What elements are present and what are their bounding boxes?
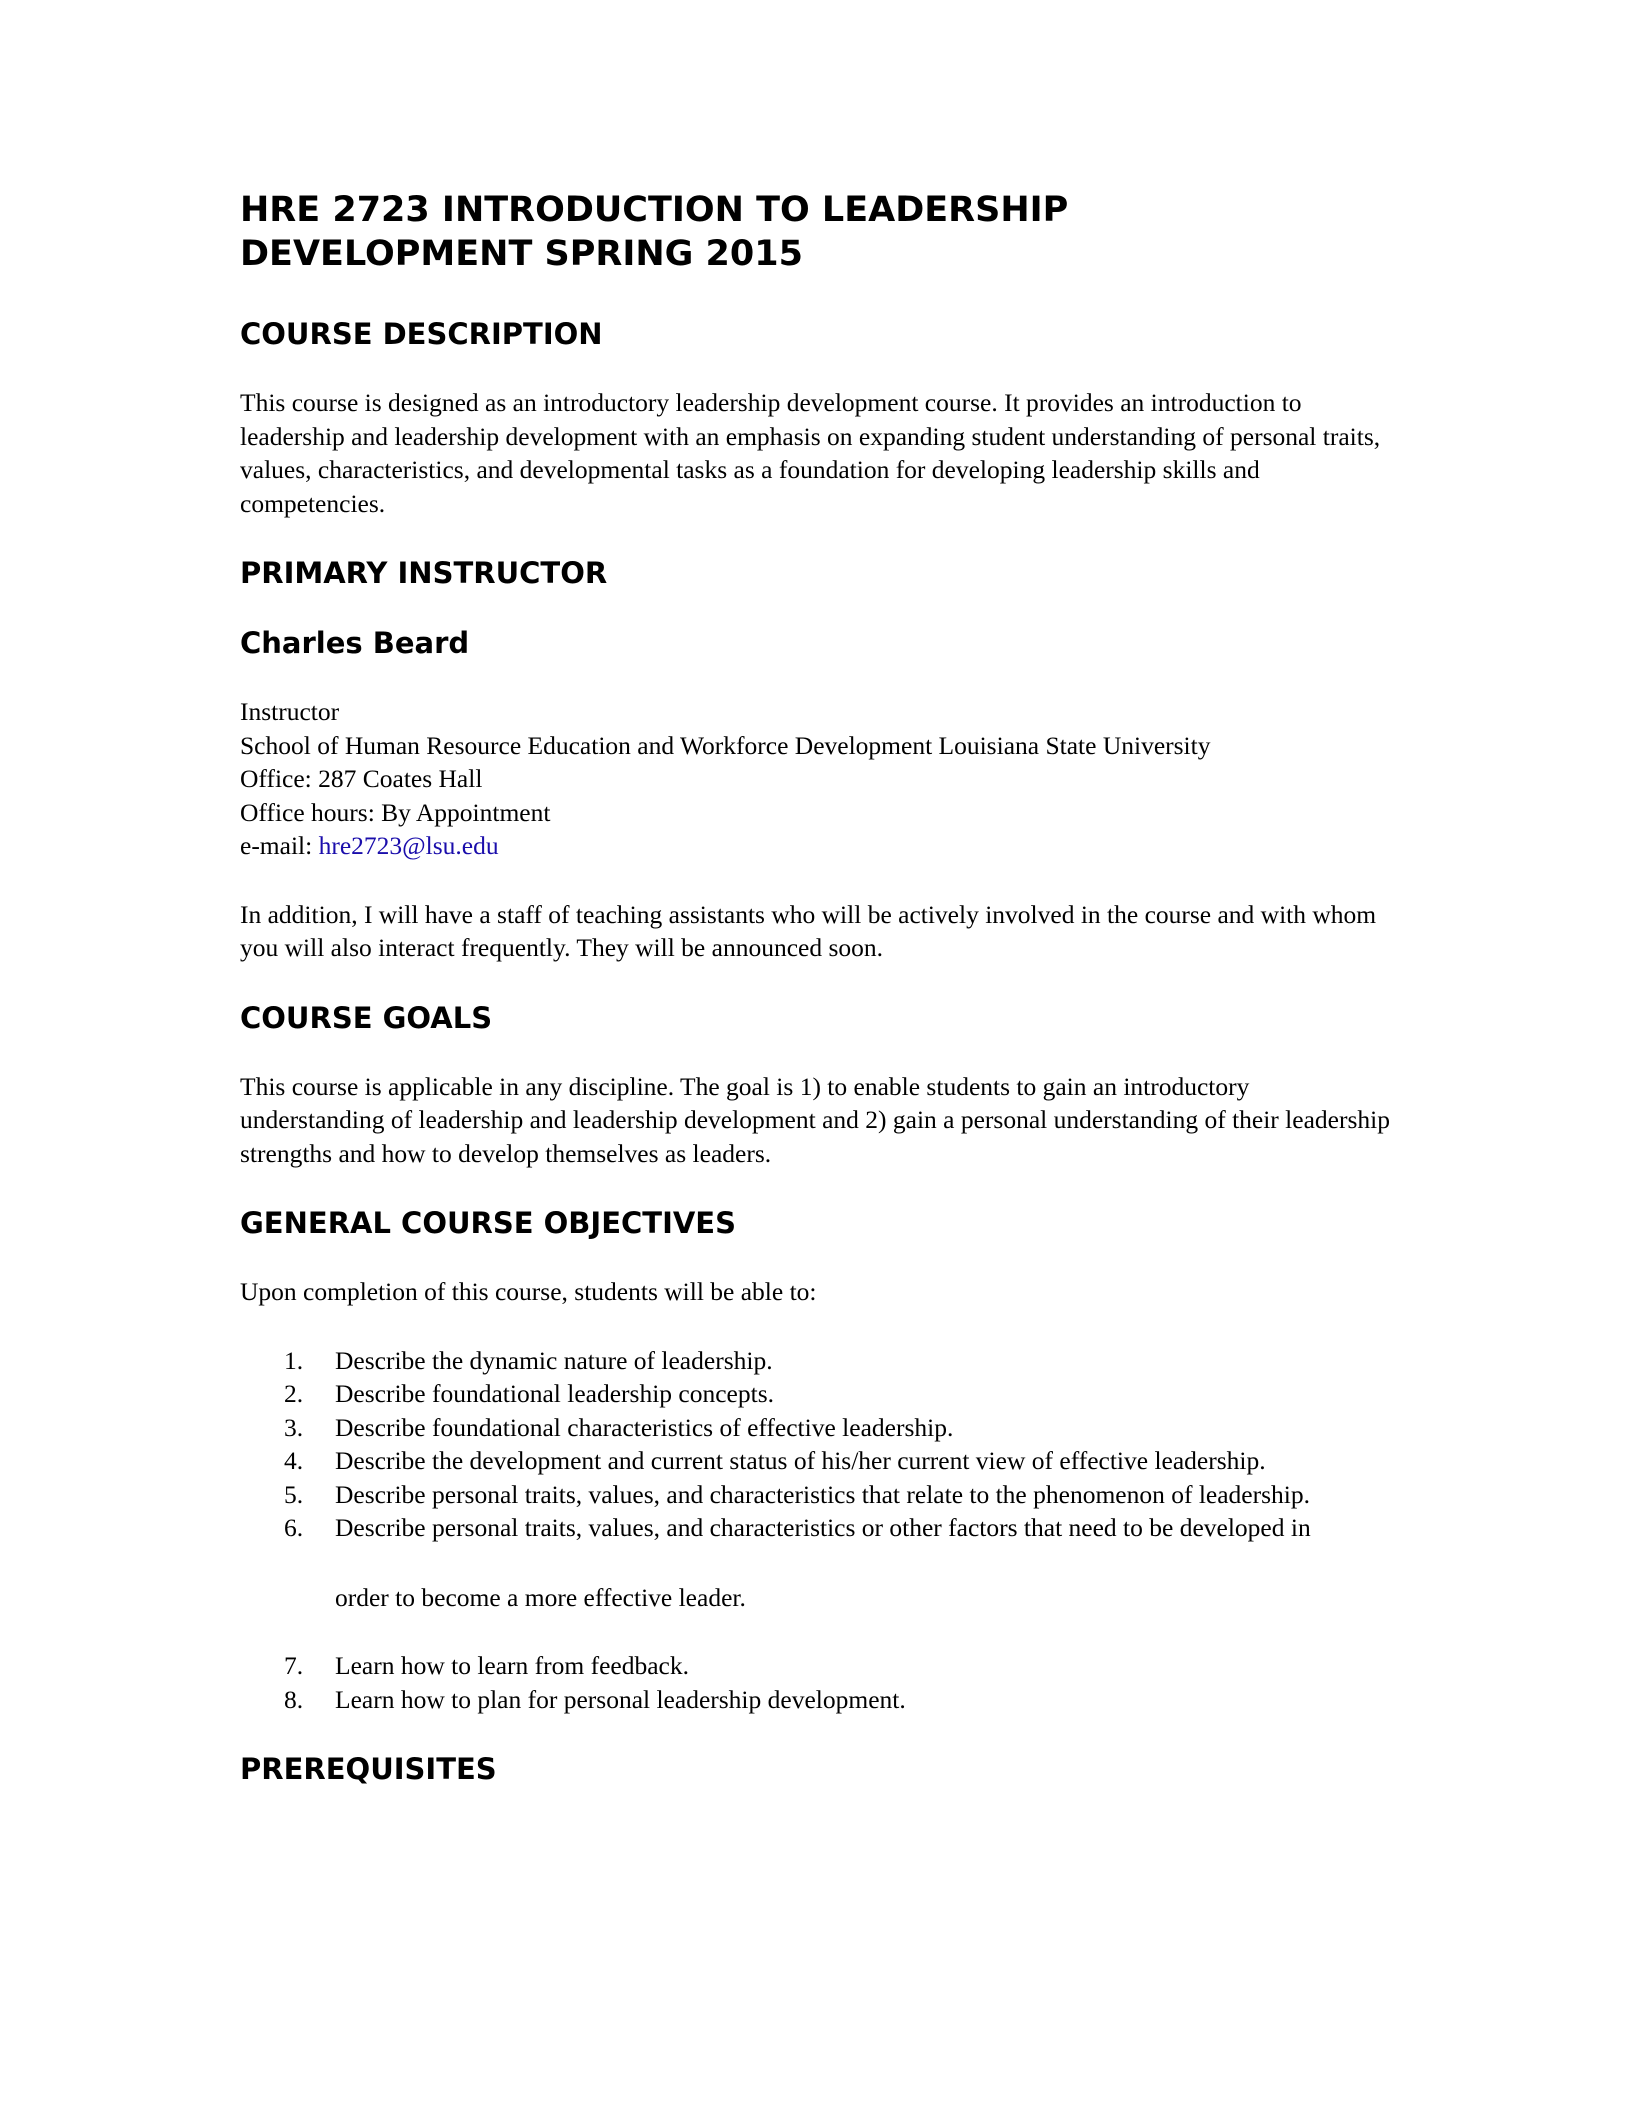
instructor-office-hours: Office hours: By Appointment	[240, 797, 551, 827]
objective-number: 1.	[284, 1345, 304, 1375]
primary-instructor-heading: PRIMARY INSTRUCTOR	[240, 556, 608, 590]
objective-number: 5.	[284, 1479, 304, 1509]
objective-item	[240, 1344, 1400, 1378]
objective-item	[240, 1683, 1400, 1717]
objective-number: 6.	[284, 1513, 304, 1542]
instructor-role: Instructor	[240, 697, 340, 726]
course-goals-text: This course is applicable in any discipline. The goal is 1) to enable students to gain an introductory understanding of leadership and leadership development and 2) gain a personal understanding of their leadership strengths and how to develop themselves as leaders.	[240, 1071, 1390, 1168]
objectives-list-continued	[240, 1649, 1400, 1716]
objective-number: 3.	[284, 1412, 304, 1442]
instructor-name: Charles Beard	[240, 626, 470, 660]
title-line-1: HRE 2723 INTRODUCTION TO LEADERSHIP	[240, 190, 1069, 230]
objective-item	[240, 1511, 1400, 1545]
objective-text: Describe foundational characteristics of effective leadership.	[335, 1412, 954, 1442]
objective-text: Describe foundational leadership concepts.	[335, 1379, 775, 1408]
title-line-2: DEVELOPMENT SPRING 2015	[240, 234, 803, 274]
instructor-school: School of Human Resource Education and Workforce Development Louisiana State University	[240, 730, 1211, 760]
objective-text: Describe personal traits, values, and characteristics or other factors that need to be developed in	[335, 1513, 1311, 1542]
syllabus-page	[240, 188, 1400, 1821]
course-description-text: This course is designed as an introductory leadership development course. It provides an introduction to leadership and leadership development with an emphasis on expanding student understanding of personal traits, values, characteristics, and developmental tasks as a foundation for developing leadership skills and competencies.	[240, 388, 1381, 518]
objective-text: Describe the development and current status of his/her current view of effective leadership.	[335, 1446, 1266, 1475]
objectives-list	[240, 1344, 1400, 1545]
instructor-contact-block	[240, 695, 1400, 863]
objective-number: 7.	[284, 1651, 304, 1680]
objective-item	[240, 1478, 1400, 1512]
objective-text: Describe personal traits, values, and characteristics that relate to the phenomenon of leadership.	[335, 1479, 1311, 1509]
instructor-email-line	[240, 829, 1400, 863]
email-label: e-mail:	[240, 831, 319, 860]
objectives-heading: GENERAL COURSE OBJECTIVES	[240, 1206, 737, 1240]
email-link[interactable]: hre2723@lsu.edu	[318, 831, 499, 860]
objective-item	[240, 1444, 1400, 1478]
objective-text: Learn how to plan for personal leadership development.	[335, 1684, 906, 1714]
document-title	[240, 188, 1400, 276]
course-description-heading: COURSE DESCRIPTION	[240, 317, 603, 351]
objective-number: 2.	[284, 1379, 304, 1408]
objective-text: Describe the dynamic nature of leadership.	[335, 1345, 773, 1375]
objective-item	[240, 1411, 1400, 1445]
objectives-intro: Upon completion of this course, students will be able to:	[240, 1277, 817, 1306]
prerequisites-heading: PREREQUISITES	[240, 1752, 497, 1786]
course-goals-heading: COURSE GOALS	[240, 1000, 493, 1035]
instructor-office: Office: 287 Coates Hall	[240, 764, 483, 793]
objective-item	[240, 1649, 1400, 1683]
objective-number: 4.	[284, 1446, 304, 1475]
objective-text: Learn how to learn from feedback.	[335, 1651, 689, 1680]
teaching-assistants-note: In addition, I will have a staff of teaching assistants who will be actively involved in the course and with whom you will also interact frequently. They will be announced soon.	[240, 899, 1377, 962]
objective-item	[240, 1377, 1400, 1411]
objective-6-continuation: order to become a more effective leader.	[335, 1582, 746, 1612]
objective-number: 8.	[284, 1684, 304, 1714]
